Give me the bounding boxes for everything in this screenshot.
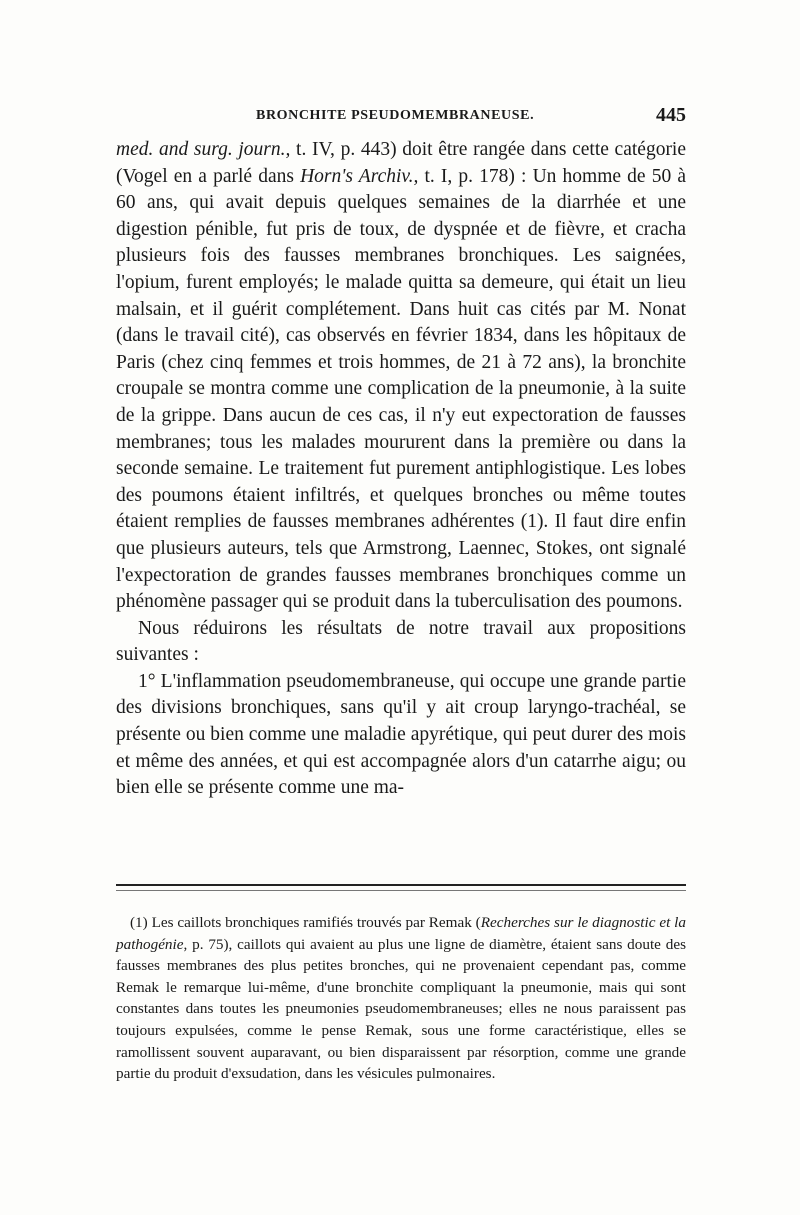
- running-header: [116, 104, 686, 128]
- footnote-rule: [116, 884, 686, 886]
- running-title: BRONCHITE PSEUDOMEMBRANEUSE.: [256, 108, 535, 123]
- paragraph-3: [116, 669, 686, 802]
- page-number: 445: [656, 104, 686, 126]
- footnote: [116, 912, 686, 1085]
- footnote-rule-thin: [116, 890, 686, 891]
- footnote-text-b: , p. 75), caillots qui avaient au plus une ligne de diamètre, étaient sans doute des fausses membranes des plus petites bronches, qui ne provenaient cependant pas, comme Remak le remarque lui-même, d'une bronchite compliquant la pneumonie, mais qui sont constantes dans toutes les pneumonies pseudomembraneuses; elles ne nous paraissent pas toujours expulsées, comme le pense Remak, sous une forme caractéristique, elles se ramollissent souvent auparavant, ou bien disparaissent par résorption, comme une grande partie du produit d'exsudation, dans les vésicules pulmonaires.: [116, 935, 686, 1083]
- proposition-text: L'inflammation pseudomembraneuse, qui occupe une grande partie des divisions bronchiques, sans qu'il y ait croup laryngo-trachéal, se présente ou bien comme une maladie apyrétique, qui peut durer des mois et même des années, et qui est accompagnée alors d'un catarrhe aigu; ou bien elle se présente comme une ma-: [116, 670, 686, 799]
- paragraph-1-text-a: t. IV, p. 443) doit être rangée dans cette catégorie (Vogel en a parlé dans: [116, 139, 687, 187]
- paragraph-1-text-b: t. I, p. 178) : Un homme de 50 à 60 ans, qui avait depuis quelques semaines de la diarrhée et une digestion pénible, fut pris de toux, de dyspnée et de fièvre, et cracha plusieurs fois des fausses membranes bronchiques. Les saignées, l'opium, furent employés; le malade quitta sa demeure, qui était un lieu malsain, et il guérit complétement. Dans huit cas cités par M. Nonat (dans le travail cité), cas observés en février 1834, dans les hôpitaux de Paris (chez cinq femmes et trois hommes, de 21 à 72 ans), la bronchite croupale se montra comme une complication de la pneumonie, à la suite de la grippe. Dans aucun de ces cas, il n'y eut expectoration de fausses membranes; tous les malades moururent dans la première ou dans la seconde semaine. Le traitement fut purement antiphlogistique. Les lobes des poumons étaient infiltrés, et quelques bronches ou même toutes étaient remplies de fausses membranes adhérentes (1). Il faut dire enfin que plusieurs auteurs, tels que Armstrong, Laennec, Stokes, ont signalé l'expectoration de grandes fausses membranes bronchiques comme un phénomène passager qui se produit dans la tuberculisation des poumons.: [116, 165, 686, 613]
- footnote-cited-title: Recherches sur le diagnostic et la pathogénie: [116, 914, 686, 953]
- main-text: [116, 137, 686, 802]
- footnote-marker: (1): [130, 914, 148, 931]
- footnote-text-a: Les caillots bronchiques ramifiés trouvés par Remak (: [147, 914, 481, 931]
- proposition-number: 1°: [138, 670, 156, 692]
- citation-journal: med. and surg. journ.,: [116, 139, 291, 160]
- paragraph-1: [116, 137, 686, 616]
- paragraph-2: Nous réduirons les résultats de notre travail aux propositions suivantes :: [116, 617, 686, 666]
- citation-archiv: Horn's Archiv.,: [300, 165, 419, 187]
